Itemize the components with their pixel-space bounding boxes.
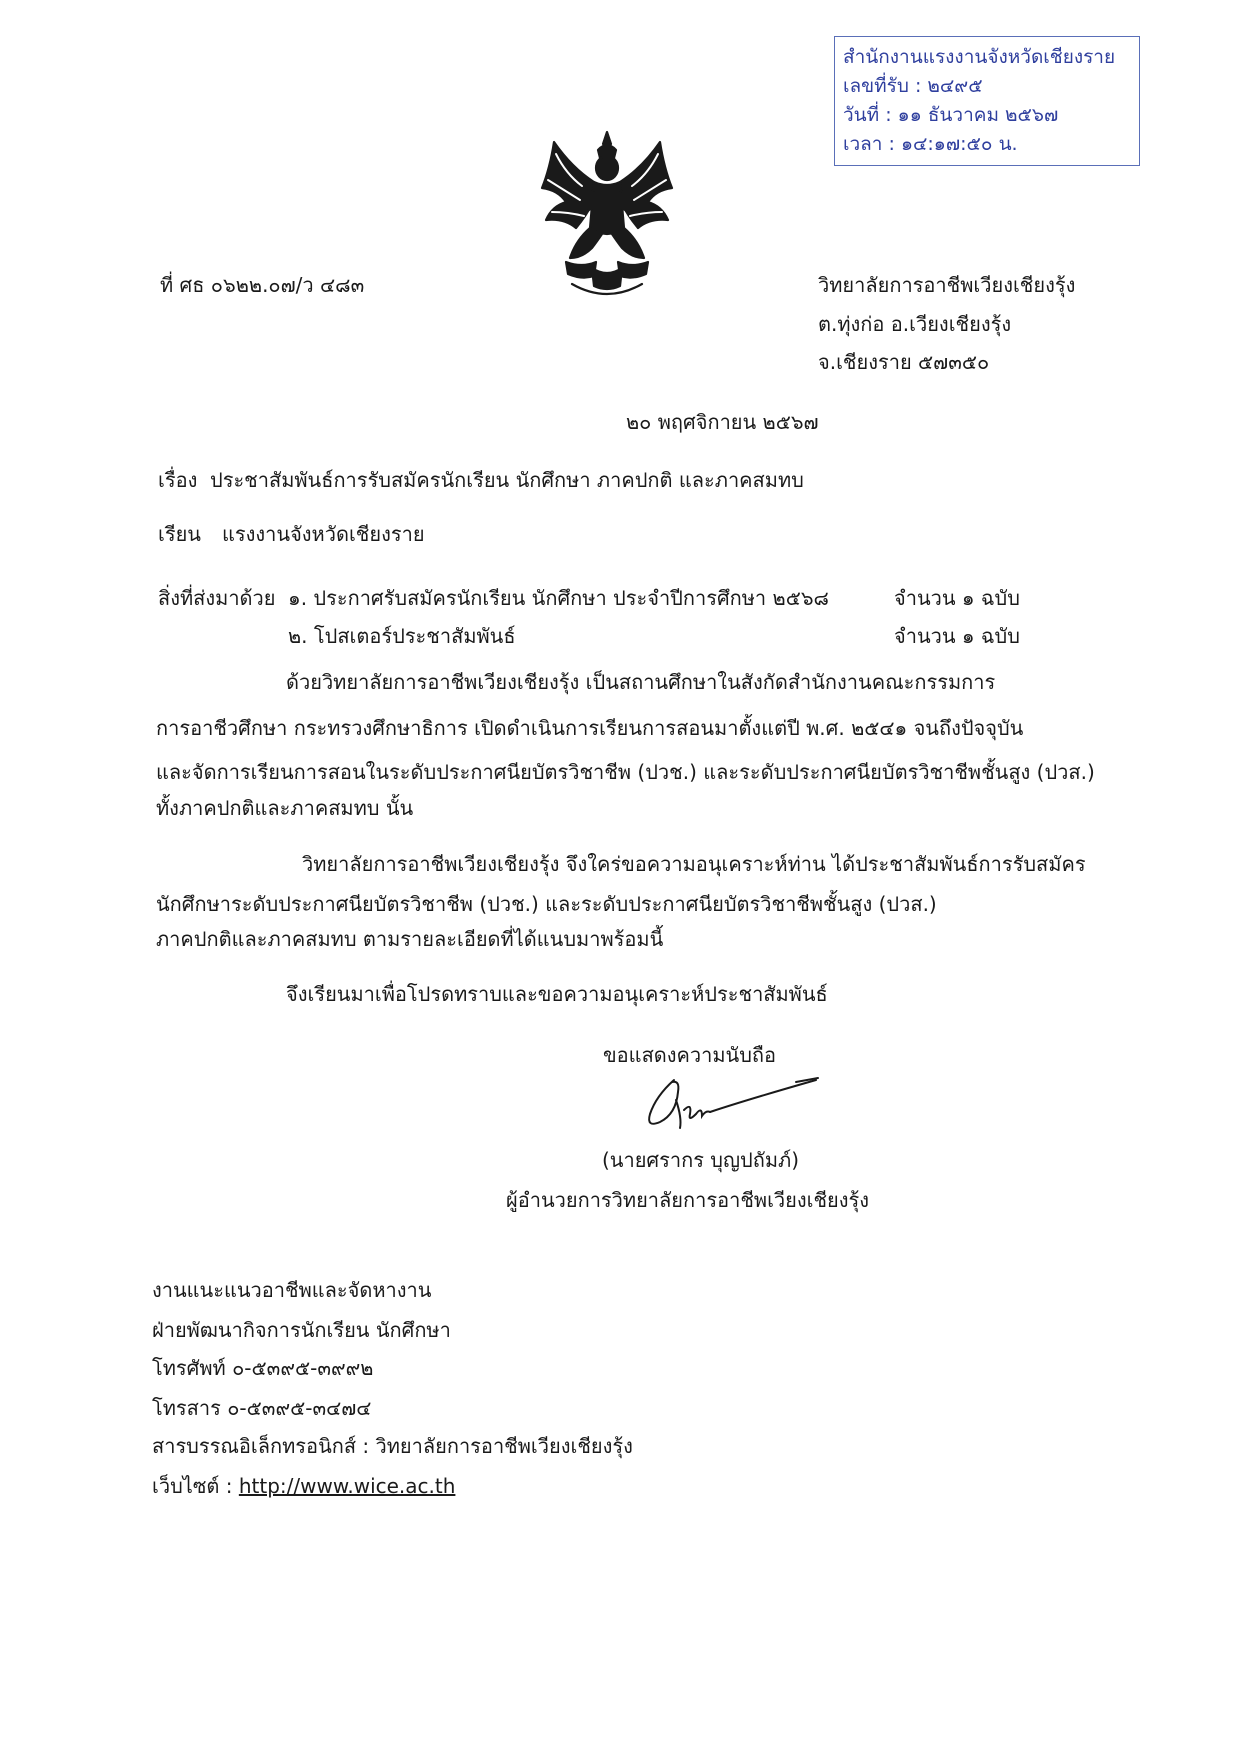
enclosure-item: ๒. โปสเตอร์ประชาสัมพันธ์	[288, 624, 516, 648]
signature	[636, 1070, 836, 1140]
footer-phone: โทรศัพท์ ๐-๕๓๙๕-๓๙๙๒	[152, 1356, 374, 1380]
sender-address: ต.ทุ่งก่อ อ.เวียงเชียงรุ้ง	[818, 312, 1012, 336]
footer-division: ฝ่ายพัฒนากิจการนักเรียน นักศึกษา	[152, 1318, 451, 1342]
footer-email: สารบรรณอิเล็กทรอนิกส์ : วิทยาลัยการอาชีพเวียงเชียงรุ้ง	[152, 1434, 633, 1458]
body-line: ทั้งภาคปกติและภาคสมทบ นั้น	[156, 796, 414, 820]
enclosures-label: สิ่งที่ส่งมาด้วย	[158, 586, 276, 610]
stamp-date: วันที่ : ๑๑ ธันวาคม ๒๕๖๗	[843, 104, 1059, 126]
body-line: ภาคปกติและภาคสมทบ ตามรายละเอียดที่ได้แนบมาพร้อมนี้	[156, 927, 664, 951]
enclosure-qty: จำนวน ๑ ฉบับ	[894, 586, 1020, 610]
enclosure-item: ๑. ประกาศรับสมัครนักเรียน นักศึกษา ประจำปีการศึกษา ๒๕๖๘	[288, 586, 829, 610]
signer-name: (นายศรากร บุญปถัมภ์)	[602, 1148, 800, 1172]
body-line: ด้วยวิทยาลัยการอาชีพเวียงเชียงรุ้ง เป็นสถานศึกษาในสังกัดสำนักงานคณะกรรมการ	[286, 670, 996, 694]
stamp-time: เวลา : ๑๔:๑๗:๕๐ น.	[843, 133, 1018, 155]
to-text: แรงงานจังหวัดเชียงราย	[222, 522, 425, 546]
signer-position: ผู้อำนวยการวิทยาลัยการอาชีพเวียงเชียงรุ้ง	[506, 1188, 870, 1212]
garuda-emblem-icon	[532, 128, 682, 312]
footer-fax: โทรสาร ๐-๕๓๙๕-๓๔๗๔	[152, 1396, 372, 1420]
stamp-office: สำนักงานแรงงานจังหวัดเชียงราย	[843, 46, 1116, 68]
subject-label: เรื่อง	[158, 468, 198, 492]
closing-salutation: ขอแสดงความนับถือ	[603, 1043, 777, 1067]
to-label: เรียน	[158, 522, 201, 546]
footer-unit: งานแนะแนวอาชีพและจัดหางาน	[152, 1278, 432, 1302]
stamp-receipt-no: เลขที่รับ : ๒๔๙๕	[843, 75, 983, 97]
subject-text: ประชาสัมพันธ์การรับสมัครนักเรียน นักศึกษา ภาคปกติ และภาคสมทบ	[210, 468, 804, 492]
receipt-stamp	[834, 36, 1140, 166]
body-line: วิทยาลัยการอาชีพเวียงเชียงรุ้ง จึงใคร่ขอความอนุเคราะห์ท่าน ได้ประชาสัมพันธ์การรับสมัคร	[302, 852, 1086, 876]
body-line: การอาชีวศึกษา กระทรวงศึกษาธิการ เปิดดำเนินการเรียนการสอนมาตั้งแต่ปี พ.ศ. ๒๕๔๑ จนถึงปัจจุบัน	[156, 716, 1024, 740]
website-label: เว็บไซต์ :	[152, 1474, 239, 1498]
footer-website	[152, 1476, 455, 1496]
body-line: นักศึกษาระดับประกาศนียบัตรวิชาชีพ (ปวช.) และระดับประกาศนียบัตรวิชาชีพชั้นสูง (ปวส.)	[156, 892, 937, 916]
sender-province: จ.เชียงราย ๕๗๓๕๐	[818, 350, 990, 374]
letter-date: ๒๐ พฤศจิกายน ๒๕๖๗	[626, 410, 819, 434]
body-line: และจัดการเรียนการสอนในระดับประกาศนียบัตรวิชาชีพ (ปวช.) และระดับประกาศนียบัตรวิชาชีพชั้นสูง (ปวส.)	[156, 760, 1095, 784]
enclosure-qty: จำนวน ๑ ฉบับ	[894, 624, 1020, 648]
closing-request: จึงเรียนมาเพื่อโปรดทราบและขอความอนุเคราะห์ประชาสัมพันธ์	[286, 982, 828, 1006]
document-number: ที่ ศธ ๐๖๒๒.๐๗/ว ๔๘๓	[160, 273, 365, 297]
website-link[interactable]: http://www.wice.ac.th	[238, 1474, 456, 1498]
sender-name: วิทยาลัยการอาชีพเวียงเชียงรุ้ง	[818, 273, 1076, 297]
